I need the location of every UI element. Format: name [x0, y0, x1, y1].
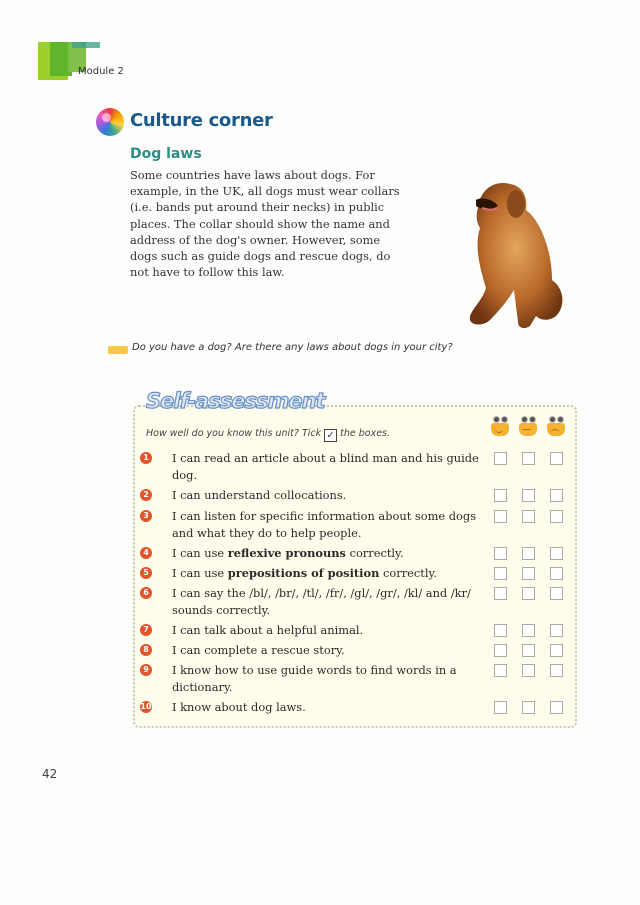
neutral-checkbox[interactable]: [522, 664, 535, 677]
item-text: [172, 622, 480, 639]
happy-face-icon: [490, 416, 510, 438]
item-text-part: I can use: [172, 546, 228, 560]
item-number-badge: 3: [140, 510, 152, 522]
dog-photo: [460, 170, 570, 330]
item-text-part: I know about dog laws.: [172, 700, 306, 714]
happy-checkbox[interactable]: [494, 547, 507, 560]
happy-checkbox[interactable]: [494, 644, 507, 657]
item-text-part: I know how to use guide words to find words in a dictionary.: [172, 663, 457, 694]
item-text-part: I can use: [172, 566, 228, 580]
discussion-marker-icon: [108, 346, 128, 354]
article-body: Some countries have laws about dogs. For example, in the UK, all dogs must wear collars (i.e. bands put around their necks) in public places. The collar should show the name and address of the dog's owner. However, some dogs such as guide dogs and rescue dogs, do not have to follow this law.: [130, 168, 400, 280]
item-text: [172, 450, 480, 483]
sad-checkbox[interactable]: [550, 489, 563, 502]
item-text: [172, 545, 480, 562]
self-assessment-item: [140, 450, 480, 483]
self-assessment-item: [140, 565, 480, 582]
neutral-checkbox[interactable]: [522, 624, 535, 637]
neutral-checkbox[interactable]: [522, 644, 535, 657]
discussion-question: Do you have a dog? Are there any laws about dogs in your city?: [132, 342, 453, 353]
sad-checkbox[interactable]: [550, 452, 563, 465]
sad-checkbox[interactable]: [550, 547, 563, 560]
item-text-part: I can listen for specific information about some dogs and what they do to help people.: [172, 509, 477, 540]
happy-checkbox[interactable]: [494, 701, 507, 714]
self-assessment-item: [140, 642, 480, 659]
item-number-badge: 2: [140, 489, 152, 501]
instruction-text-before: How well do you know this unit? Tick: [146, 428, 322, 439]
self-assessment-instruction: [146, 428, 390, 442]
tick-icon: ✓: [324, 429, 337, 442]
sad-checkbox[interactable]: [550, 587, 563, 600]
neutral-checkbox[interactable]: [522, 452, 535, 465]
self-assessment-item: [140, 487, 480, 504]
item-text-part: I can understand collocations.: [172, 488, 347, 502]
neutral-checkbox[interactable]: [522, 489, 535, 502]
item-text: [172, 565, 480, 582]
item-text-bold: reflexive pronouns: [227, 546, 346, 560]
item-text-part: I can read an article about a blind man and his guide dog.: [172, 451, 479, 482]
article-title: Dog laws: [130, 146, 202, 162]
item-number-badge: 1: [140, 452, 152, 464]
neutral-checkbox[interactable]: [522, 587, 535, 600]
happy-checkbox[interactable]: [494, 664, 507, 677]
item-text-part: correctly.: [379, 566, 438, 580]
sad-checkbox[interactable]: [550, 510, 563, 523]
sad-checkbox[interactable]: [550, 624, 563, 637]
neutral-face-icon: [518, 416, 538, 438]
sad-face-icon: [546, 416, 566, 438]
item-number-badge: 8: [140, 644, 152, 656]
instruction-text-after: the boxes.: [340, 428, 391, 439]
sad-checkbox[interactable]: [550, 701, 563, 714]
item-text-part: I can say the /bl/, /br/, /tl/, /fr/, /gl/, /gr/, /kl/ and /kr/ sounds correctly.: [172, 586, 471, 617]
item-number-badge: 9: [140, 664, 152, 676]
happy-checkbox[interactable]: [494, 624, 507, 637]
happy-checkbox[interactable]: [494, 452, 507, 465]
item-text-part: I can complete a rescue story.: [172, 643, 345, 657]
item-text: [172, 662, 480, 695]
item-text: [172, 699, 480, 716]
neutral-checkbox[interactable]: [522, 567, 535, 580]
item-number-badge: 7: [140, 624, 152, 636]
happy-checkbox[interactable]: [494, 587, 507, 600]
happy-checkbox[interactable]: [494, 510, 507, 523]
section-title: Culture corner: [130, 110, 273, 131]
self-assessment-item: [140, 662, 480, 695]
neutral-checkbox[interactable]: [522, 701, 535, 714]
item-number-badge: 4: [140, 547, 152, 559]
culture-globe-icon: [96, 108, 124, 136]
self-assessment-title: Self-assessment: [146, 389, 325, 413]
item-text: [172, 642, 480, 659]
item-number-badge: 6: [140, 587, 152, 599]
item-text-part: I can talk about a helpful animal.: [172, 623, 364, 637]
item-number-badge: 10: [140, 702, 152, 711]
item-text: [172, 508, 480, 541]
self-assessment-item: [140, 585, 480, 618]
item-text-bold: prepositions of position: [227, 566, 380, 580]
happy-checkbox[interactable]: [494, 489, 507, 502]
sad-checkbox[interactable]: [550, 644, 563, 657]
sad-checkbox[interactable]: [550, 664, 563, 677]
sad-checkbox[interactable]: [550, 567, 563, 580]
item-text: [172, 487, 480, 504]
self-assessment-item: [140, 699, 480, 716]
module-label: Module 2: [78, 66, 124, 77]
item-text-part: correctly.: [345, 546, 404, 560]
self-assessment-item: [140, 622, 480, 639]
page-number: 42: [42, 767, 58, 781]
item-number-badge: 5: [140, 567, 152, 579]
neutral-checkbox[interactable]: [522, 547, 535, 560]
happy-checkbox[interactable]: [494, 567, 507, 580]
item-text: [172, 585, 480, 618]
self-assessment-item: [140, 508, 480, 541]
self-assessment-item: [140, 545, 480, 562]
neutral-checkbox[interactable]: [522, 510, 535, 523]
